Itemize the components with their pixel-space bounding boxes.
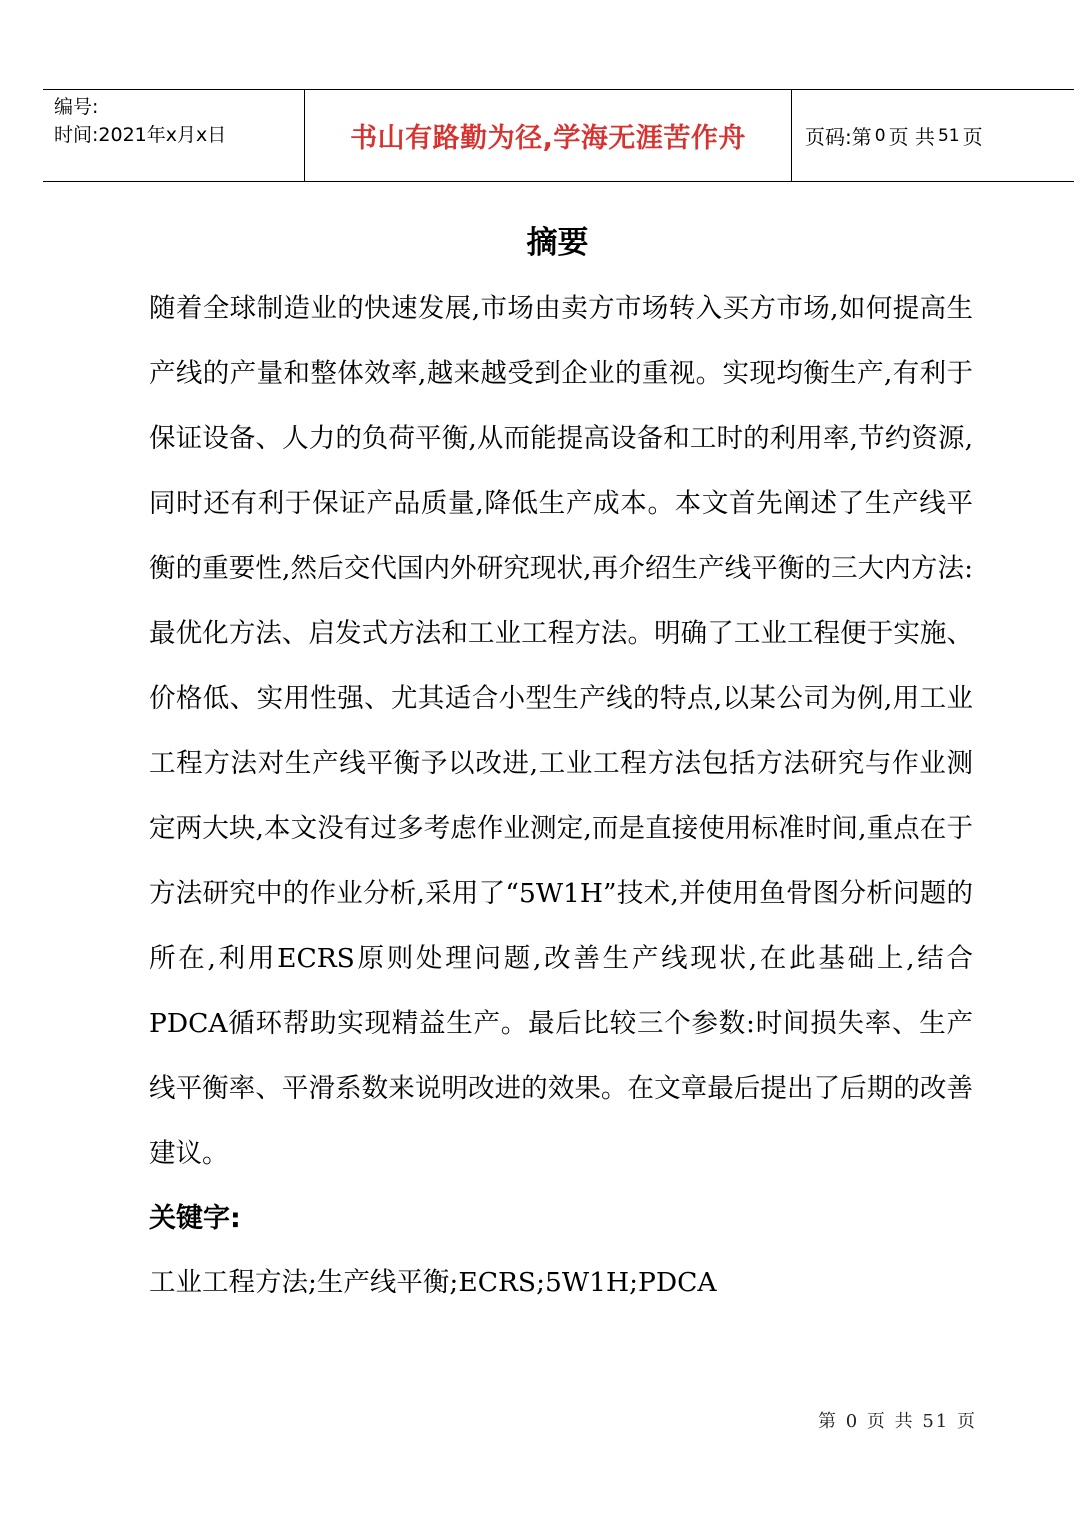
keywords-label: 关键字: [149,1203,241,1234]
keywords-text: 工业工程方法;生产线平衡;ECRS;5W1H;PDCA [149,1267,717,1298]
header-page-cell [792,90,1074,181]
page-header [43,89,1074,182]
page-title: 摘要 [526,225,589,261]
page-prefix: 页码:第 [805,125,872,149]
page-footer: 第 0 页 共 51 页 [818,1411,977,1432]
document-time-label: 时间:2021年x月x日 [54,124,227,146]
abstract-paragraph: 随着全球制造业的快速发展,市场由卖方市场转入买方市场,如何提高生产线的产量和整体效率,越来越受到企业的重视。实现均衡生产,有利于保证设备、人力的负荷平衡,从而能提高设备和工时的利用率,节约资源,同时还有利于保证产品质量,降低生产成本。本文首先阐述了生产线平衡的重要性,然后交代国内外研究现状,再介绍生产线平衡的三大内方法:最优化方法、启发式方法和工业工程方法。明确了工业工程便于实施、价格低、实用性强、尤其适合小型生产线的特点,以某公司为例,用工业工程方法对生产线平衡予以改进,工业工程方法包括方法研究与作业测定两大块,本文没有过多考虑作业测定,而是直接使用标准时间,重点在于方法研究中的作业分析,采用了“5W1H”技术,并使用鱼骨图分析问题的所在,利用ECRS原则处理问题,改善生产线现状,在此基础上,结合PDCA循环帮助实现精益生产。最后比较三个参数:时间损失率、生产线平衡率、平滑系数来说明改进的效果。在文章最后提出了后期的改善建议。 [149,293,973,1169]
page-total: 51 [937,125,960,146]
page-mid: 页 共 [888,125,935,149]
page-current: 0 [874,125,886,146]
page-suffix: 页 [962,125,983,149]
header-meta-cell [43,90,305,181]
header-motto-cell [305,90,792,181]
document-number-label: 编号: [54,96,99,118]
header-motto: 书山有路勤为径,学海无涯苦作舟 [350,123,746,154]
